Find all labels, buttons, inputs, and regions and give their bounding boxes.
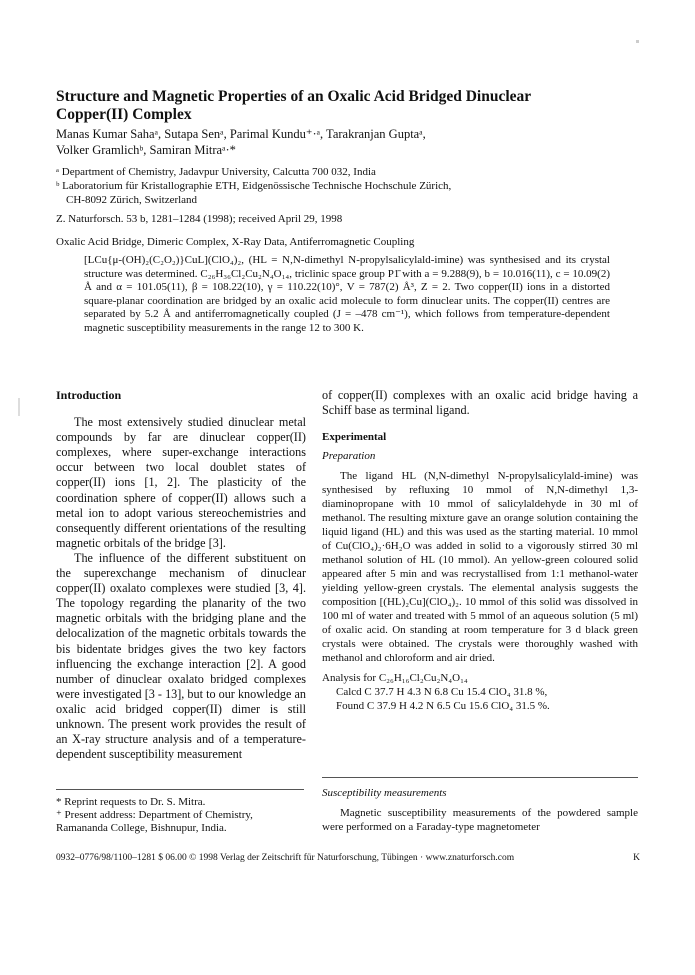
margin-mark [18,398,20,416]
right-column [322,388,638,713]
footer-text: 0932–0776/98/1100–1281 $ 06.00 © 1998 Verlag der Zeitschrift für Naturforschung, Tübingen · www.znaturforsch.com [56,853,515,863]
footnotes [56,796,306,835]
authors-line-2: Volker Gramlichᵇ, Samiran Mitraᵃ·* [56,143,236,157]
analysis-found: Found C 37.9 H 4.2 N 6.5 Cu 15.6 ClO₄ 31.5 %. [336,700,550,713]
preparation-heading: Preparation [322,450,376,463]
page-footer [56,852,640,864]
footnote-reprint: * Reprint requests to Dr. S. Mitra. [56,796,206,808]
page-corner-mark [636,40,639,43]
affiliation-a: ᵃ Department of Chemistry, Jadavpur University, Calcutta 700 032, India [56,166,376,178]
intro-paragraph-2: The influence of the different substituent on the superexchange mechanism of dinuclear copper(II) oxalato complexes were studied [3, 4]. The topology regarding the planarity of the two magnetic orbitals with the bridging plane and the delocalization of the magnetic orbitals towards the bis bidentate bridges gives the two key factors influencing the exchange interaction [2]. A good number of dinuclear oxalato bridged complexes were investigated [3 - 13], but to our knowledge an oxalic acid bridged copper(II) dimer is still unknown. The present work provides the result of an X-ray structure analysis and of a temperature-dependent susceptibility measurement [56,550,306,762]
authors-line-1: Manas Kumar Sahaᵃ, Sutapa Senᵃ, Parimal Kundu⁺·ᵃ, Tarakranjan Guptaᵃ, [56,127,426,141]
susceptibility-heading: Susceptibility measurements [322,787,447,799]
abstract: [LCu{μ-(OH)₂(C₂O₂)}CuL](ClO₄)₂, (HL = N,N-dimethyl N-propylsalicylald-imine) was synthesised and its crystal structure was determined. C₂₆H₃₆Cl₂Cu₂N₄O₁₄, triclinic space group P1̄ with a = 9.288(9), b = 10.016(11), c = 10.09(2) Å and α = 101.05(11), β = 108.22(10), γ = 110.22(10)°, V = 787(2) Å³, Z = 2. Two copper(II) ions in a distorted square-planar coordination are bridged by an oxalic acid molecule to form dinuclear units. The copper(II) centres are separated by 5.2 Å and antiferromagnetically coupled (J = –478 cm⁻¹), which follows from temperature-dependent magnetic susceptibility measurements in the range 12 to 300 K. [84,254,610,334]
affiliation-b: ᵇ Laboratorium für Kristallographie ETH, Eidgenössische Technische Hochschule Zürich, [56,180,452,192]
footnote-address: ⁺ Present address: Department of Chemistry, Ramananda College, Bishnupur, India. [56,809,253,834]
experimental-heading: Experimental [322,431,387,444]
susceptibility-section [322,786,638,834]
footnote-divider [56,789,304,790]
introduction-heading: Introduction [56,388,122,402]
keywords: Oxalic Acid Bridge, Dimeric Complex, X-Ray Data, Antiferromagnetic Coupling [56,236,415,248]
analysis-calcd: Calcd C 37.7 H 4.3 N 6.8 Cu 15.4 ClO₄ 31.8 %, [336,686,548,699]
analysis-block [322,671,638,713]
left-column [56,388,306,762]
authors [56,126,616,158]
paper-title: Structure and Magnetic Properties of an Oxalic Acid Bridged Dinuclear Copper(II) Complex [56,88,531,123]
affiliation-b-cont: CH-8092 Zürich, Switzerland [66,194,198,206]
affiliations [56,165,616,207]
footer-k: K [633,853,640,863]
intro-paragraph-1: The most extensively studied dinuclear metal compounds by far are dinuclear copper(II) complexes, where super-exchange interactions occur between two local doublet states of copper(II) ions [1, 2]. The plasticity of the coordination sphere of copper(II) allows such a metal ion to adopt various stereochemistries and consequently different orientations of the resulting magnetic orbitals of the bridge [3]. [56,415,306,550]
analysis-heading: Analysis for C₂₆H₁₆Cl₂Cu₂N₄O₁₄ [322,672,468,685]
susceptibility-text: Magnetic susceptibility measurements of the powdered sample were performed on a Faraday-type magnetometer [322,807,638,833]
citation: Z. Naturforsch. 53 b, 1281–1284 (1998); received April 29, 1998 [56,213,343,225]
intro-continuation: of copper(II) complexes with an oxalic acid bridge having a Schiff base as terminal ligand. [322,388,638,418]
preparation-text: The ligand HL (N,N-dimethyl N-propylsalicylald-imine) was synthesised by refluxing 10 mmol of N,N-dimethyl 1,3-diaminopropane with 10 mmol of salicylaldehyde in 30 ml of methanol. The resulting mixture gave an orange solution containing the liquid ligand (HL) and this was used as the starting material. 10 mmol of Cu(ClO₄)₂·6H₂O was added in solid to a vigorously stirred 30 ml methanol solution of HL (10 mmol). An yellow-green coloured solid appeared after 5 min and was recrystallised from 1:1 methanol-water yielding yellow-green crystals. The elemental analysis suggests the composition [(HL)₂Cu](ClO₄)₂. 10 mmol of this solid was dissolved in 100 ml of water and treated with 5 mmol of an aqueous solution (5 ml) of oxalic acid. On standing at room temperature for 3 d black green crystals were obtained. The crystals were thoroughly washed with methanol and chloroform and air dried. [322,470,638,665]
right-column-divider [322,777,638,778]
